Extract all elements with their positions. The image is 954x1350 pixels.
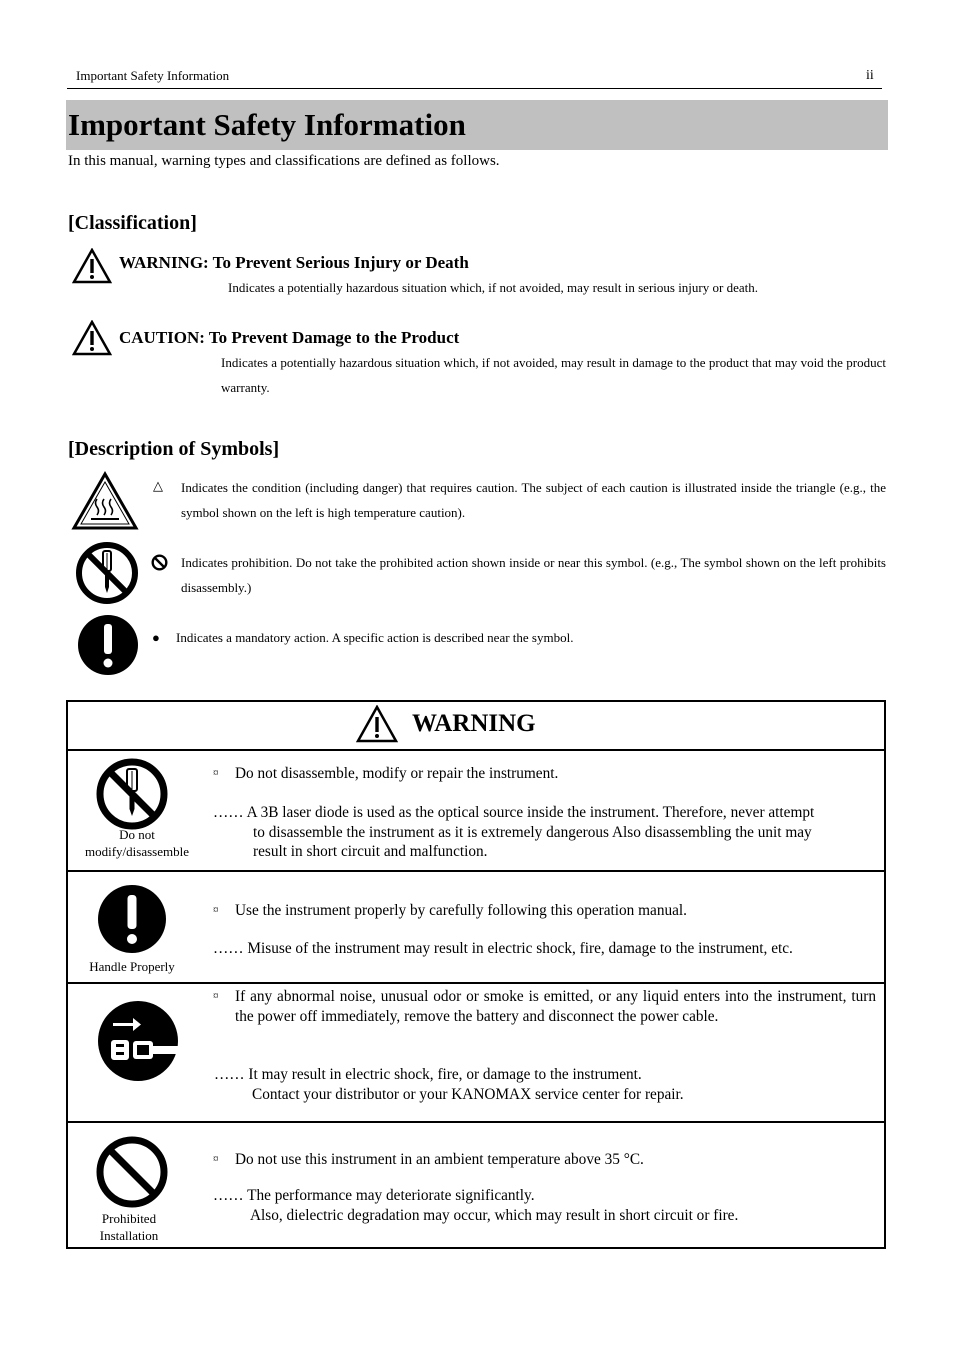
instruction-bullet: ¤ [213, 904, 219, 916]
caution-triangle-icon [72, 320, 112, 356]
caution-bullet: △ [153, 478, 163, 493]
mandatory-action-icon [97, 884, 167, 954]
warning-table [66, 700, 886, 1249]
icon-label: Handle Properly [89, 959, 175, 974]
prohibition-symbol-desc: Indicates prohibition. Do not take the prohibited action shown inside or near this symbol. (e.g., The symbol shown on the left prohibits disassembly.) [181, 555, 886, 595]
prohibited-icon [95, 1135, 169, 1209]
note-text: …… It may result in electric shock, fire, or damage to the instrument. Contact your distributor or your KANOMAX service center for repair. [214, 1066, 684, 1103]
table-rule [68, 982, 884, 984]
page-title: Important Safety Information [68, 107, 466, 142]
prohibition-bullet-icon [151, 554, 168, 571]
instruction-text: Use the instrument properly by carefully following this operation manual. [235, 902, 687, 919]
icon-label: Prohibited Installation [99, 1211, 159, 1243]
instruction-bullet: ¤ [213, 990, 219, 1002]
instruction-text: Do not disassemble, modify or repair the instrument. [235, 765, 559, 782]
caution-symbol-desc: Indicates the condition (including danger) that requires caution. The subject of each caution is illustrated inside the triangle (e.g., the symbol shown on the left is high temperature caution). [181, 480, 886, 520]
instruction-text: Do not use this instrument in an ambient temperature above 35 °C. [235, 1151, 644, 1168]
classification-heading: [Classification] [68, 212, 197, 234]
note-text: …… A 3B laser diode is used as the optical source inside the instrument. Therefore, never attempt to disassemble the instrument as it is extremely dangerous Also disassembling the unit may result in short circuit and malfunction. [213, 804, 815, 860]
hot-surface-caution-icon [71, 471, 139, 531]
warning-triangle-icon [72, 248, 112, 284]
warning-triangle-icon [356, 705, 398, 743]
note-text: …… Misuse of the instrument may result in electric shock, fire, damage to the instrument, etc. [213, 940, 793, 957]
instruction-text: If any abnormal noise, unusual odor or smoke is emitted, or any liquid enters into the instrument, turn the power off immediately, remove the battery and disconnect the power cable. [235, 988, 876, 1025]
mandatory-bullet: ● [152, 630, 160, 645]
running-header: Important Safety Information [76, 68, 230, 83]
instruction-bullet: ¤ [213, 767, 219, 779]
icon-label: Do not modify/disassemble [85, 827, 189, 859]
warning-classification-title: WARNING: To Prevent Serious Injury or Death [119, 253, 469, 272]
instruction-bullet: ¤ [213, 1153, 219, 1165]
caution-classification-title: CAUTION: To Prevent Damage to the Product [119, 328, 460, 347]
page-number: ii [866, 68, 874, 83]
table-rule [68, 870, 884, 872]
mandatory-symbol-desc: Indicates a mandatory action. A specific action is described near the symbol. [176, 630, 574, 645]
table-rule [68, 1121, 884, 1123]
mandatory-action-icon [77, 614, 139, 676]
note-text: …… The performance may deteriorate significantly. Also, dielectric degradation may occur, which may result in short circuit or fire. [213, 1187, 739, 1224]
unplug-icon [97, 1000, 179, 1082]
table-rule [68, 749, 884, 751]
warning-classification-desc: Indicates a potentially hazardous situation which, if not avoided, may result in serious injury or death. [228, 280, 758, 295]
header-rule [67, 88, 882, 89]
symbols-heading: [Description of Symbols] [68, 438, 280, 460]
caution-classification-desc: Indicates a potentially hazardous situation which, if not avoided, may result in damage to the product that may void the product warranty. [221, 355, 886, 395]
no-disassembly-icon [75, 541, 139, 605]
no-disassembly-icon [95, 757, 169, 831]
warning-table-title: WARNING [412, 710, 536, 737]
intro-text: In this manual, warning types and classifications are defined as follows. [68, 153, 500, 169]
